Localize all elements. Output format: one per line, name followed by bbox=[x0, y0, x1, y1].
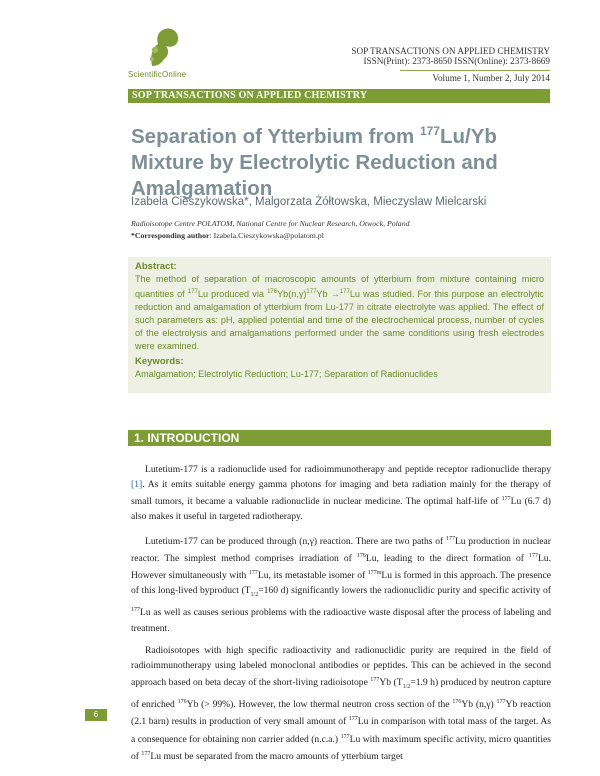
keywords-heading: Keywords: bbox=[135, 356, 184, 368]
title-superscript: 177 bbox=[419, 124, 440, 138]
paragraph-2: Lutetium-177 can be produced through (n,γ) reaction. There are two paths of $^{177}$Lu production in nuclear reactor. The simplest method comprises irradiation of $^{176}$Lu, leading to the direct formation of $^{177}$Lu. However simultaneously with $^{177}$Lu, its metastable isomer of $^{177m}$Lu is formed in this approach. The presence of this long-lived byproduct ($T_{1/2}=160$ d) significantly lowers the radionuclidic purity and specific activity of $^{177}$Lu as well as causes serious problems with the radioactive waste disposal after the process of labeling and treatment. bbox=[131, 535, 552, 634]
journal-name: SOP TRANSACTIONS ON APPLIED CHEMISTRY bbox=[351, 46, 550, 56]
paragraph-3: Radioisotopes with high specific radioactivity and radionuclidic purity are required in the field of radioimmunotherapy using labeled monoclonal antibodies or peptides. This can be achieved in the second approach based on beta decay of the short-living radioisotope $^{177}$Yb ($T_{1/2}=1.9$ h) produced by neutron capture of enriched $^{176}$Yb (> 99%). However, the low thermal neutron cross section of the $^{176}$Yb (n,γ) $^{177}$Yb reaction (2.1 barn) results in production of very small amount of $^{177}$Lu in comparison with total mass of the target. As a consequence for obtaining non carrier added (n.c.a.) $^{177}$Lu with maximum specific activity, micro quantities of $^{177}$Lu must be separated from the macro amounts of ytterbium target bbox=[131, 644, 551, 763]
journal-band bbox=[128, 89, 550, 103]
journal-issn: ISSN(Print): 2373-8650 ISSN(Online): 2373-8669 bbox=[363, 55, 550, 66]
section-heading-label: 1. INTRODUCTION bbox=[134, 431, 240, 445]
publisher-logo bbox=[128, 26, 200, 80]
journal-band-label: SOP TRANSACTIONS ON APPLIED CHEMISTRY bbox=[132, 90, 368, 101]
paper-title bbox=[131, 118, 551, 202]
journal-header bbox=[351, 47, 550, 84]
squirrel-logo-icon bbox=[146, 26, 182, 68]
header-divider bbox=[400, 70, 550, 71]
title-line1-end: Lu/Yb bbox=[439, 124, 497, 148]
journal-issue: Volume 1, Number 2, July 2014 bbox=[432, 73, 550, 84]
section-heading-introduction bbox=[128, 430, 551, 446]
author-list: Izabela Cieszykowska*, Malgorzata Żółtowska, Mieczyslaw Mielcarski bbox=[131, 196, 487, 208]
reference-link[interactable]: [1] bbox=[131, 479, 143, 491]
title-line2: Mixture by Electrolytic Reduction and bbox=[131, 150, 498, 174]
paragraph-1: Lutetium-177 is a radionuclide used for radioimmunotherapy and peptide receptor radionuclide therapy [1]. As it emits suitable energy gamma photons for imaging and beta radiation mainly for the therapy of small tumors, it became a valuable radionuclide in nuclear medicine. The optimal half-life of $^{177}$Lu (6.7 d) also makes it useful in targeted radiotherapy. bbox=[131, 464, 551, 523]
page-number-badge bbox=[85, 709, 107, 721]
keywords-text: Amalgamation; Electrolytic Reduction; Lu-177; Separation of Radionuclides bbox=[135, 369, 438, 380]
title-line3: Amalgamation bbox=[131, 176, 273, 200]
affiliation: Radioisotope Centre POLATOM, National Centre for Nuclear Research, Otwock, Poland bbox=[131, 219, 410, 228]
abstract-heading: Abstract: bbox=[135, 261, 177, 272]
corresponding-label: *Corresponding author bbox=[131, 231, 210, 240]
page-number: 6 bbox=[93, 710, 99, 719]
body-text bbox=[131, 462, 551, 771]
corresponding-email[interactable]: : Izabela.Cieszykowska@polatom.pl bbox=[209, 231, 324, 240]
logo-text: ScientificOnline bbox=[128, 70, 187, 79]
corresponding-author bbox=[131, 231, 324, 240]
abstract-text: The method of separation of macroscopic amounts of ytterbium from mixture containing micro quantities of $^{177}$Lu produced via $^{176}Yb(n,\gamma)^{177}Yb \to^{177}Lu$ was studied. For this purpose an electrolytic reduction and amalgamation of ytterbium from Lu-177 in citrate electrolyte was applied. The effect of such parameters as: pH, applied potential and time of the electrochemical process, number of cycles of the electrolysis and amalgamations performed under the same conditions using fresh electrodes were examined. bbox=[135, 274, 544, 352]
abstract-box bbox=[128, 257, 551, 393]
title-line1: Separation of Ytterbium from bbox=[131, 124, 420, 148]
